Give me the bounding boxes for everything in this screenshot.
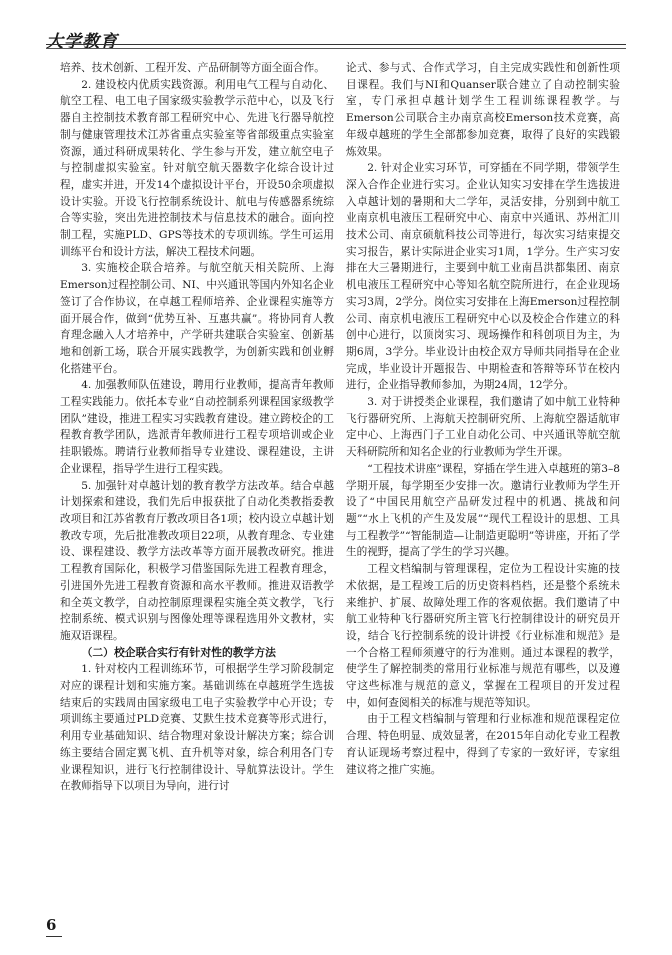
paragraph: 3. 对于讲授类企业课程，我们邀请了如中航工业特种飞行器研究所、上海航天控制研究所、上海航空器适航审定中心、上海西门子工业自动化公司、中兴通讯等航空航天科研院所和知名企业的行业教师为学生开课。 (346, 396, 620, 459)
page-number: 6 (46, 916, 57, 934)
paragraph: “工程技术讲座”课程，穿插在学生进入卓越班的第3–8学期开展，每学期至少安排一次。邀请行业教师为学生开设了“中国民用航空产品研发过程中的机遇、挑战和问题”“水上飞机的产生及发展”“现代工程设计的思想、工具与工程教学”“智能制造—让制造更聪明”等讲座，开拓了学生的视野，提高了学生的学习兴趣。 (346, 462, 620, 559)
header-rule (46, 44, 626, 45)
paragraph: 2. 针对企业实习环节，可穿插在不同学期，带领学生深入合作企业进行实习。企业认知实习安排在学生选拔进入卓越计划的暑期和大二学年，灵活安排，分别到中航工业南京机电液压工程研究中心、南京中兴通讯、苏州汇川技术公司、南京硕航科技公司等进行，每次实习结束提交实习报告，累计实际进企业实习1周，1学分。生产实习安排在大三暑期进行，主要到中航工业南昌洪都集团、南京机电液压工程研究中心等知名航空院所进行，在企业现场实习3周，2学分。岗位实习安排在上海Emerson过程控制公司、南京机电液压工程研究中心以及校企合作建立的科创中心进行，以顶岗实习、现场操作和科创项目为主，为期6周，3学分。毕业设计由校企双方导师共同指导在企业完成，毕业设计开题报告、中期检查和答辩等环节在校内进行，企业指导教师参加，为期24周，12学分。 (346, 162, 620, 392)
paragraph: 5. 加强针对卓越计划的教育教学方法改革。结合卓越计划探索和建设，我们先后申报获批了自动化类教指委教改项目和江苏省教育厅教改项目各1项；校内设立卓越计划教改专项，先后批准教改项目22项，从教育理念、专业建设、课程建设、教学方法改革等方面开展教改研究。推进工程教育国际化，积极学习借鉴国际先进工程教育理念，引进国外先进工程教育资源和高水平教师。推进双语教学和全英文教学，自动控制原理课程实施全英文教学，飞行控制系统、模式识别与图像处理等课程选用外文教材，实施双语课程。 (60, 479, 334, 642)
paragraph: 1. 针对校内工程训练环节，可根据学生学习阶段制定对应的课程计划和实施方案。基础训练在卓越班学生选拔结束后的实践周由国家级电工电子实验教学中心开设；专项训练主要通过PLD竞赛、艾默生技术竞赛等形式进行，利用专业基础知识、结合物理对象设计解决方案；综合训练主要结合固定翼飞机、直升机等对象，综合利用各门专业课程知识，进行飞行控制律设计、导航算法设计。学生在教师指导下以项目为导向，进行讨 (60, 663, 334, 793)
paragraph: 2. 建设校内优质实践资源。利用电气工程与自动化、航空工程、电工电子国家级实验教学示范中心，以及飞行器自主控制技术教育部工程研究中心、先进飞行器导航控制与健康管理技术江苏省重点实验室等省部级重点实验室资源，通过科研成果转化、学生参与开发，建立航空电子与控制虚拟实验室。针对航空航天器数字化综合设计过程，虚实并进，开发14个虚拟设计平台，开设50余项虚拟设计实验。开设飞行控制系统设计、航电与传感器系统综合等实验，突出先进控制技术与信息技术的融合。面向控制工程，实施PLD、GPS等技术的专项训练。学生可运用训练平台和设计方法，解决工程技术问题。 (60, 78, 334, 258)
header-rule-thin (46, 48, 626, 49)
paragraph: 工程文档编制与管理课程，定位为工程设计实施的技术依据，是工程竣工后的历史资料档档，还是整个系统未来维护、扩展、故障处理工作的客观依据。我们邀请了中航工业特种飞行器研究所主管飞行控制律设计的研究员开设，结合飞行控制系统的设计讲授《行业标准和规范》是一个合格工程师须遵守的行为准则。通过本课程的教学，使学生了解控制类的常用行业标准与规范有哪些，以及遵守这些标准与规范的意义，掌握在工程项目的开发过程中，如何查阅相关的标准与规范等知识。 (346, 563, 620, 709)
paragraph: 培养、技术创新、工程开发、产品研制等方面全面合作。 (60, 62, 325, 74)
footer-rule (46, 936, 62, 937)
paragraph: 3. 实施校企联合培养。与航空航天相关院所、上海Emerson过程控制公司、NI、中兴通讯等国内外知名企业签订了合作协议，在卓越工程师培养、企业课程实施等方面开展合作，做到“优势互补、互惠共赢”。将协同育人教育理念融入人才培养中，产学研共建联合实验室、创新基地和创新工场，联合开展实践教学，为创新实践和创业孵化搭建平台。 (60, 262, 334, 375)
right-column (346, 60, 620, 778)
section-heading: （二）校企联合实行有针对性的教学方法 (81, 645, 276, 659)
left-column (60, 60, 334, 795)
paragraph: 论式、参与式、合作式学习，自主完成实践性和创新性项目课程。我们与NI和Quanser联合建立了自动控制实验室，专门承担卓越计划学生工程训练课程教学。与Emerson公司联合主办南京高校Emerson技术竞赛，高年级卓越班的学生全部都参加竞赛，取得了良好的实践锻炼效果。 (346, 62, 620, 158)
masthead-title: 大学教育 (46, 32, 118, 52)
paragraph: 由于工程文档编制与管理和行业标准和规范课程定位合理、特色明显、成效显著，在2015年自动化专业工程教育认证现场考察过程中，得到了专家的一致好评，专家组建议将之推广实施。 (346, 713, 620, 776)
page-header (0, 0, 672, 52)
paragraph: 4. 加强教师队伍建设，聘用行业教师，提高青年教师工程实践能力。依托本专业“自动控制系列课程国家级教学团队”建设，推进工程实习实践教育建设。建立跨校企的工程教育教学团队，选派青年教师进行工程专项培训或企业挂职锻炼。聘请行业教师指导专业建设、课程建设，主讲企业课程，指导学生进行工程实践。 (60, 379, 334, 475)
